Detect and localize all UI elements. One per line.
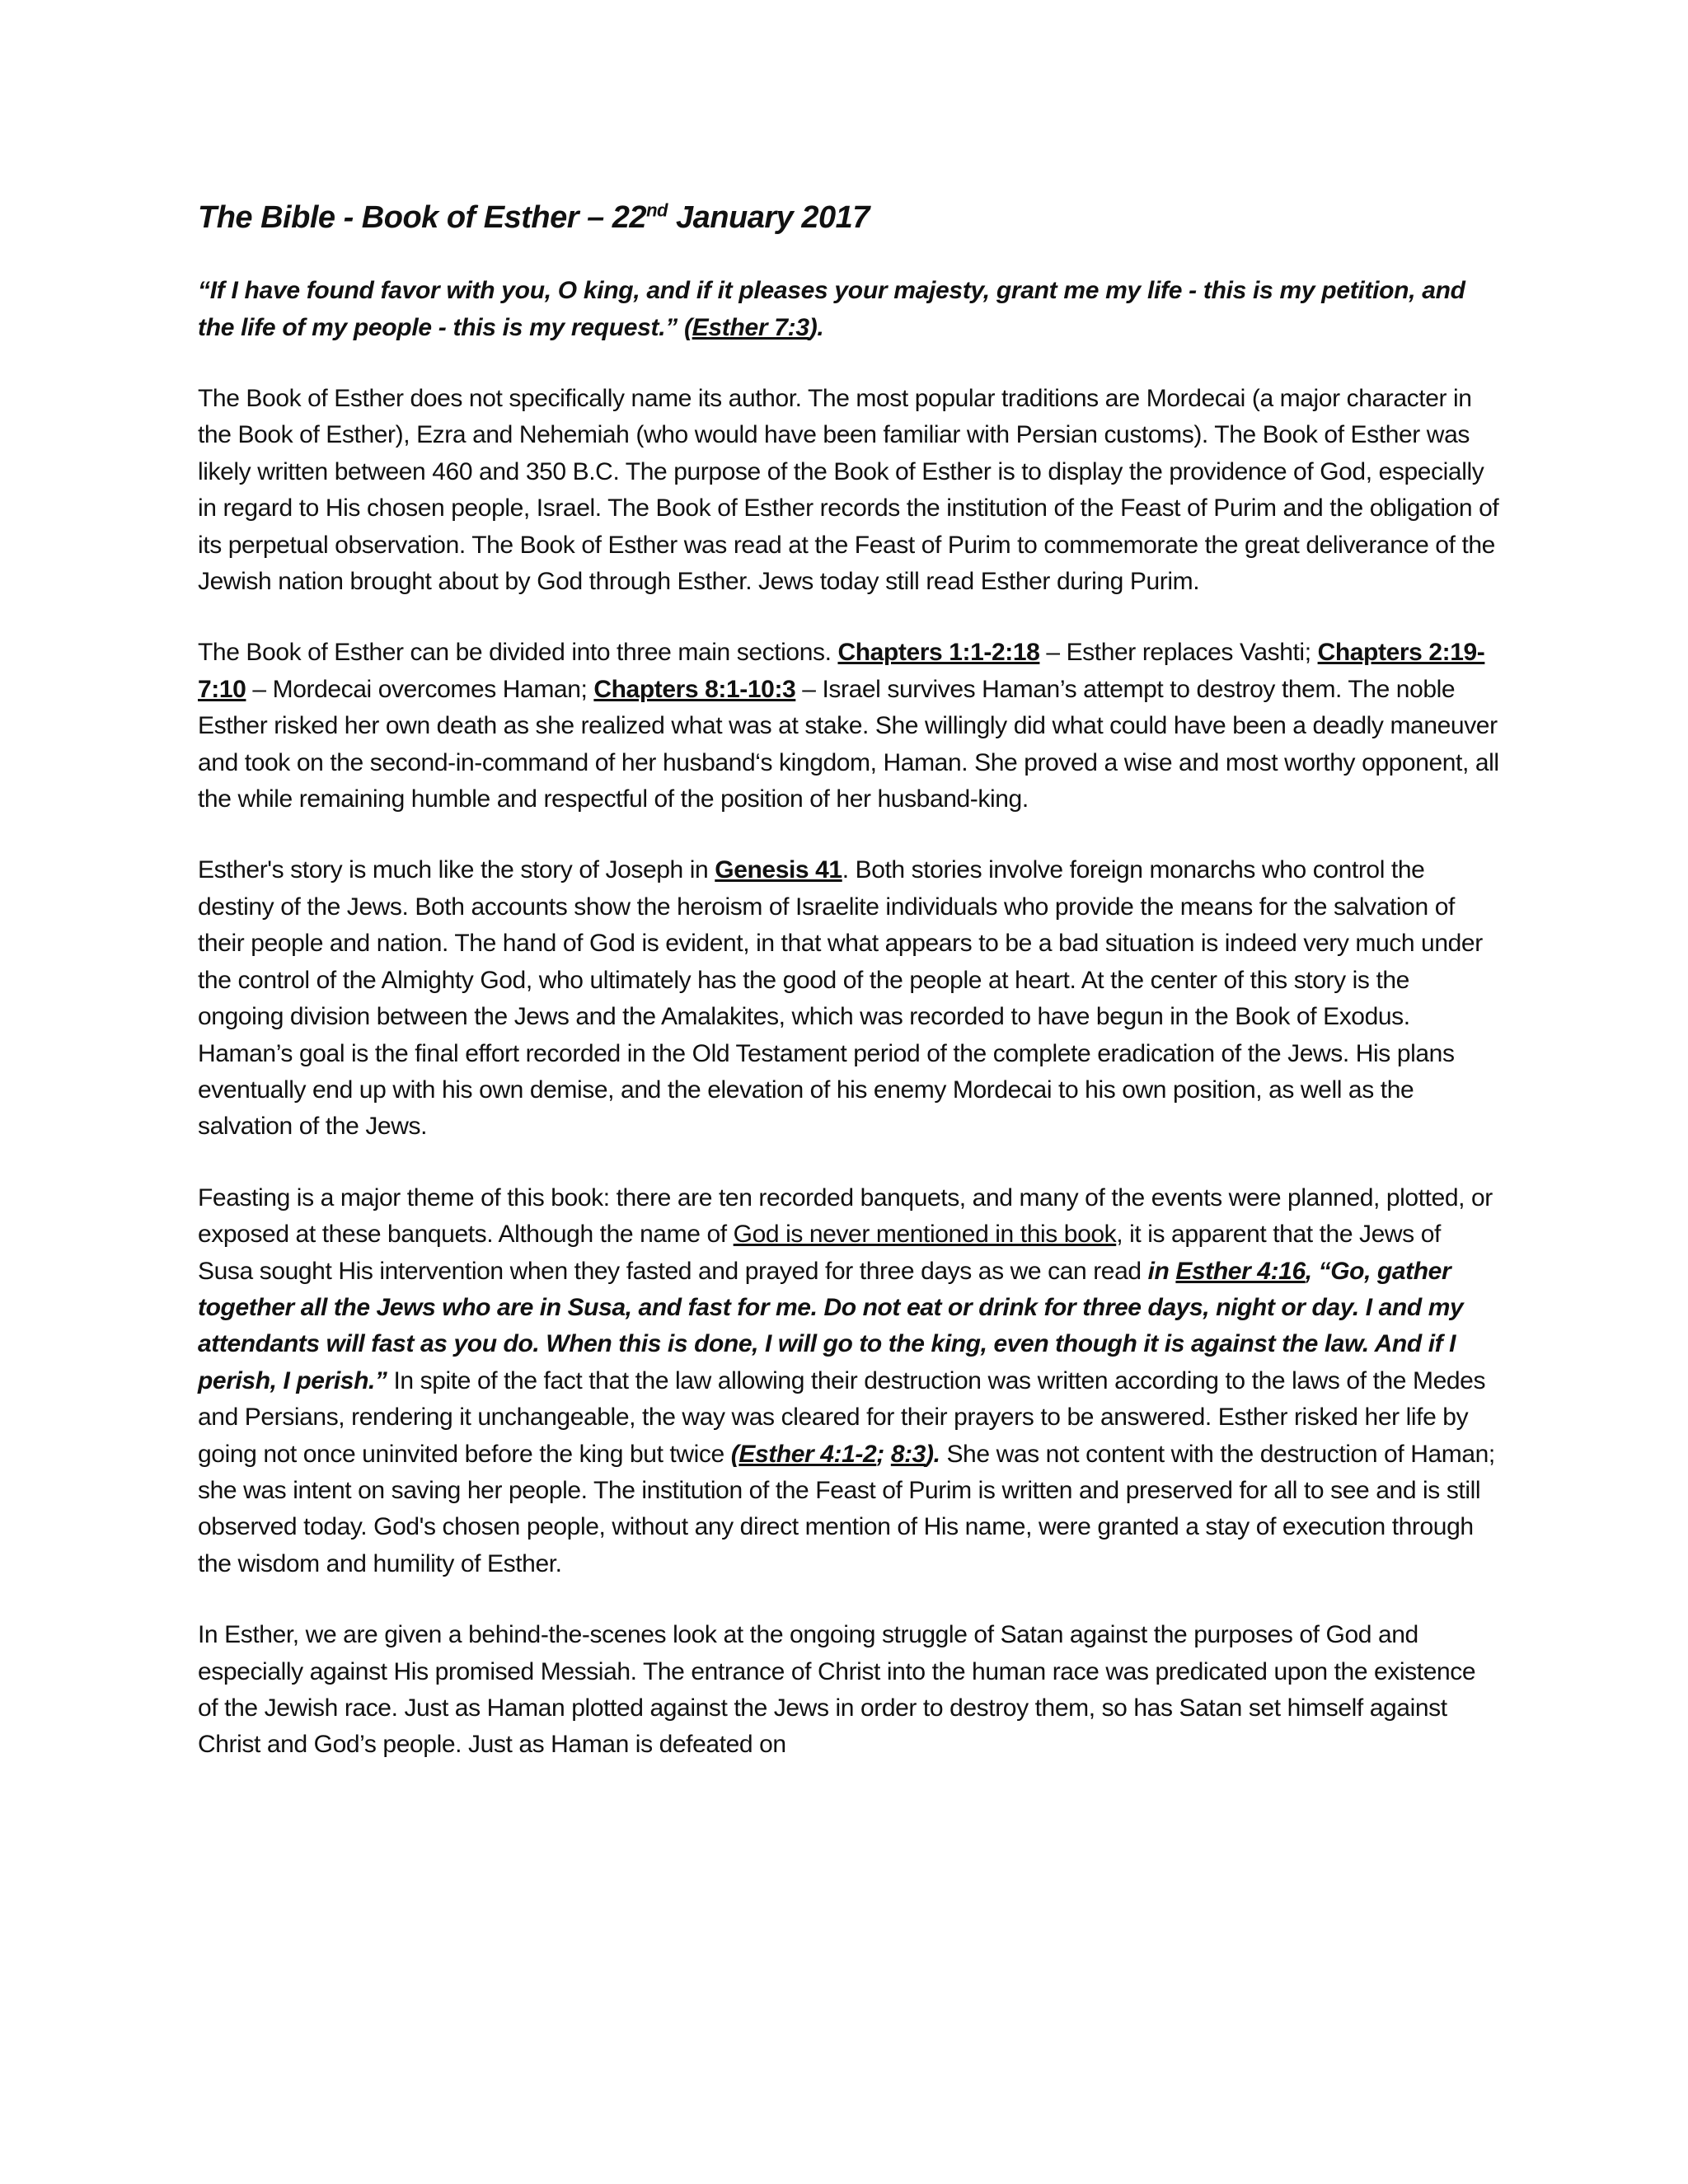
scripture-link[interactable]: Chapters 2:19-7:10 xyxy=(198,639,1485,703)
paragraph-text: – Israel survives Haman’s attempt to destroy them. The noble Esther risked her own death as she realized what was at stake. She willingly did what could have been a deadly maneuver and took on the second-in-command of her husband‘s kingdom, Haman. She proved a wise and most worthy opponent, all the while remaining humble and respectful of the position of her husband-king. xyxy=(198,675,1499,813)
paragraph-text: , it is apparent that the Jews of Susa sought His intervention when they fasted and prayed for three days as we can read xyxy=(198,1221,1441,1285)
paragraph-text: The Book of Esther can be divided into three main sections. xyxy=(198,639,838,667)
emphasis-text: ( xyxy=(730,1440,739,1468)
underlined-text: God is never mentioned in this book xyxy=(733,1221,1117,1249)
paragraph-sections xyxy=(198,635,1500,818)
quote-reference-link[interactable]: Esther 7:3 xyxy=(692,314,809,341)
paragraph-authorship xyxy=(198,381,1500,600)
title-ordinal-suffix: nd xyxy=(646,199,668,221)
scripture-link[interactable]: Chapters 1:1-2:18 xyxy=(837,639,1040,667)
paragraph-text: In Esther, we are given a behind-the-scenes look at the ongoing struggle of Satan against the purposes of God and especially against His promised Messiah. The entrance of Christ into the human race was predicated upon the existence of the Jewish race. Just as Haman plotted against the Jews in order to destroy them, so has Satan set himself against Christ and God’s people. Just as Haman is defeated on xyxy=(198,1621,1476,1759)
emphasis-text: in xyxy=(1147,1257,1176,1285)
paragraph-satan-struggle xyxy=(198,1617,1500,1764)
paragraph-text: In spite of the fact that the law allowing their destruction was written according to the laws of the Medes and Persians, rendering it unchangeable, the way was cleared for their prayers to be answered. Esther risked her life by going not once uninvited before the king but twice xyxy=(198,1366,1486,1468)
scripture-link[interactable]: Genesis 41 xyxy=(715,856,842,884)
quote-text: “If I have found favor with you, O king, and if it pleases your majesty, grant me my life - this is my petition, and the life of my people - this is my request.” ( xyxy=(198,277,1465,341)
title-date: January 2017 xyxy=(667,200,870,235)
scripture-link[interactable]: Chapters 8:1-10:3 xyxy=(593,675,796,703)
paragraph-text: She was not content with the destruction of Haman; she was intent on saving her people. The institution of the Feast of Purim is written and preserved for all to see and is still observed today. God's chosen people, without any direct mention of His name, were granted a stay of execution through the wisdom and humility of Esther. xyxy=(198,1440,1495,1577)
paragraph-text: – Esther replaces Vashti; xyxy=(1039,639,1318,667)
scripture-link[interactable]: Esther 4:16 xyxy=(1175,1257,1306,1285)
emphasis-text: ). xyxy=(925,1440,940,1468)
opening-quote xyxy=(198,272,1500,346)
paragraph-text: Esther's story is much like the story of Joseph in xyxy=(198,856,715,884)
scripture-link[interactable]: Esther 4:1-2 xyxy=(738,1440,877,1468)
paragraph-text: . Both stories involve foreign monarchs who control the destiny of the Jews. Both accounts show the heroism of Israelite individuals who provide the means for the salvation of their people and nation. The hand of God is evident, in that what appears to be a bad situation is indeed very much under the control of the Almighty God, who ultimately has the good of the people at heart. At the center of this story is the ongoing division between the Jews and the Amalakites, which was recorded to have begun in the Book of Exodus. Haman’s goal is the final effort recorded in the Old Testament period of the complete eradication of the Jews. His plans eventually end up with his own demise, and the elevation of his enemy Mordecai to his own position, as well as the salvation of the Jews. xyxy=(198,856,1483,1141)
paragraph-text: – Mordecai overcomes Haman; xyxy=(246,675,594,703)
paragraph-joseph-comparison xyxy=(198,852,1500,1145)
paragraph-feasting xyxy=(198,1180,1500,1582)
scripture-link[interactable]: 8:3 xyxy=(890,1440,926,1468)
paragraph-text: The Book of Esther does not specifically name its author. The most popular traditions are Mordecai (a major character in the Book of Esther), Ezra and Nehemiah (who would have been familiar with Persian customs). The Book of Esther was likely written between 460 and 350 B.C. The purpose of the Book of Esther is to display the providence of God, especially in regard to His chosen people, Israel. The Book of Esther records the institution of the Feast of Purim and the obligation of its perpetual observation. The Book of Esther was read at the Feast of Purim to commemorate the great deliverance of the Jewish nation brought about by God through Esther. Jews today still read Esther during Purim. xyxy=(198,385,1499,596)
emphasis-text: ; xyxy=(876,1440,891,1468)
emphasis-quote: , “Go, gather together all the Jews who are in Susa, and fast for me. Do not eat or drink for three days, night or day. I and my attendants will fast as you do. When this is done, I will go to the king, even though it is against the law. And if I perish, I perish.” xyxy=(198,1257,1464,1394)
document-body xyxy=(198,198,1500,1764)
title-text: The Bible - Book of Esther – 22 xyxy=(198,200,647,235)
page-title xyxy=(198,198,1500,237)
quote-close: ). xyxy=(809,314,824,341)
paragraph-text: Feasting is a major theme of this book: there are ten recorded banquets, and many of the events were planned, plotted, or exposed at these banquets. Although the name of xyxy=(198,1183,1493,1249)
